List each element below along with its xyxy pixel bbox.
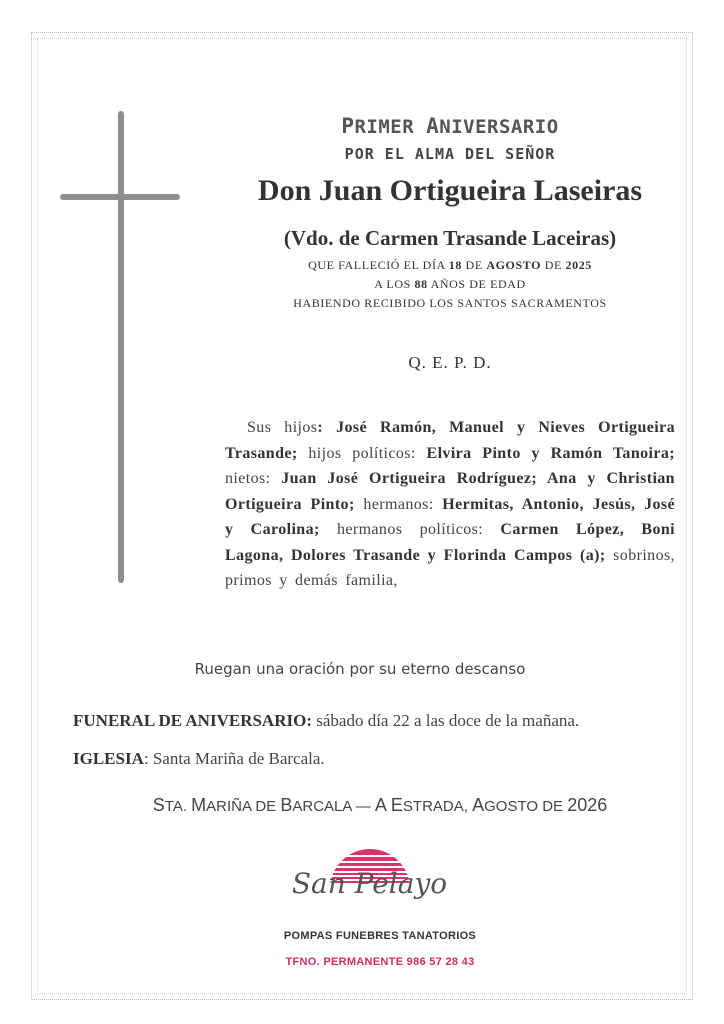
funeral-line: FUNERAL DE ANIVERSARIO: sábado día 22 a las doce de la mañana.	[73, 711, 580, 730]
sacraments-line: HABIENDO RECIBIDO LOS SANTOS SACRAMENTOS	[293, 296, 607, 310]
phone-number: TFNO. PERMANENTE 986 57 28 43	[285, 956, 475, 968]
church-line: IGLESIA: Santa Mariña de Barcala.	[73, 749, 325, 768]
qepd: Q. E. P. D.	[408, 353, 492, 372]
age-line: A LOS 88 AÑOS DE EDAD	[374, 277, 526, 291]
deceased-name: Don Juan Ortigueira Laseiras	[257, 174, 643, 207]
logo-wordmark: San Pelayo	[291, 867, 448, 900]
prayer-request: Ruegan una oración por su eterno descanso	[194, 660, 526, 678]
death-date-line: QUE FALLECIÓ EL DÍA 18 DE AGOSTO DE 2025	[308, 258, 592, 272]
widower-line: (Vdo. de Carmen Trasande Laceiras)	[283, 226, 617, 250]
place-date-line: STA. MARIÑA DE BARCALA — A ESTRADA, AGOSTO DE 2026	[152, 795, 608, 815]
anniversary-title: PRIMER ANIVERSARIO	[341, 114, 559, 138]
cross-vertical-bar	[118, 111, 124, 583]
company-tagline: POMPAS FUNEBRES TANATORIOS	[283, 930, 477, 942]
cross-horizontal-bar	[60, 194, 180, 200]
family-paragraph: Sus hijos: José Ramón, Manuel y Nieves Ortigueira Trasande; hijos políticos: Elvira Pinto y Ramón Tanoira; nietos: Juan José Ortigueira Rodríguez; Ana y Christian Ortigueira Pinto; hermanos: Hermitas, Antonio, Jesús, José y Carolina; hermanos políticos: Carmen López, Boni Lagona, Dolores Trasande y Florinda Campos (a); sobrinos, primos y demás familia,	[225, 419, 676, 589]
for-the-soul-line: POR EL ALMA DEL SEÑOR	[344, 145, 556, 163]
